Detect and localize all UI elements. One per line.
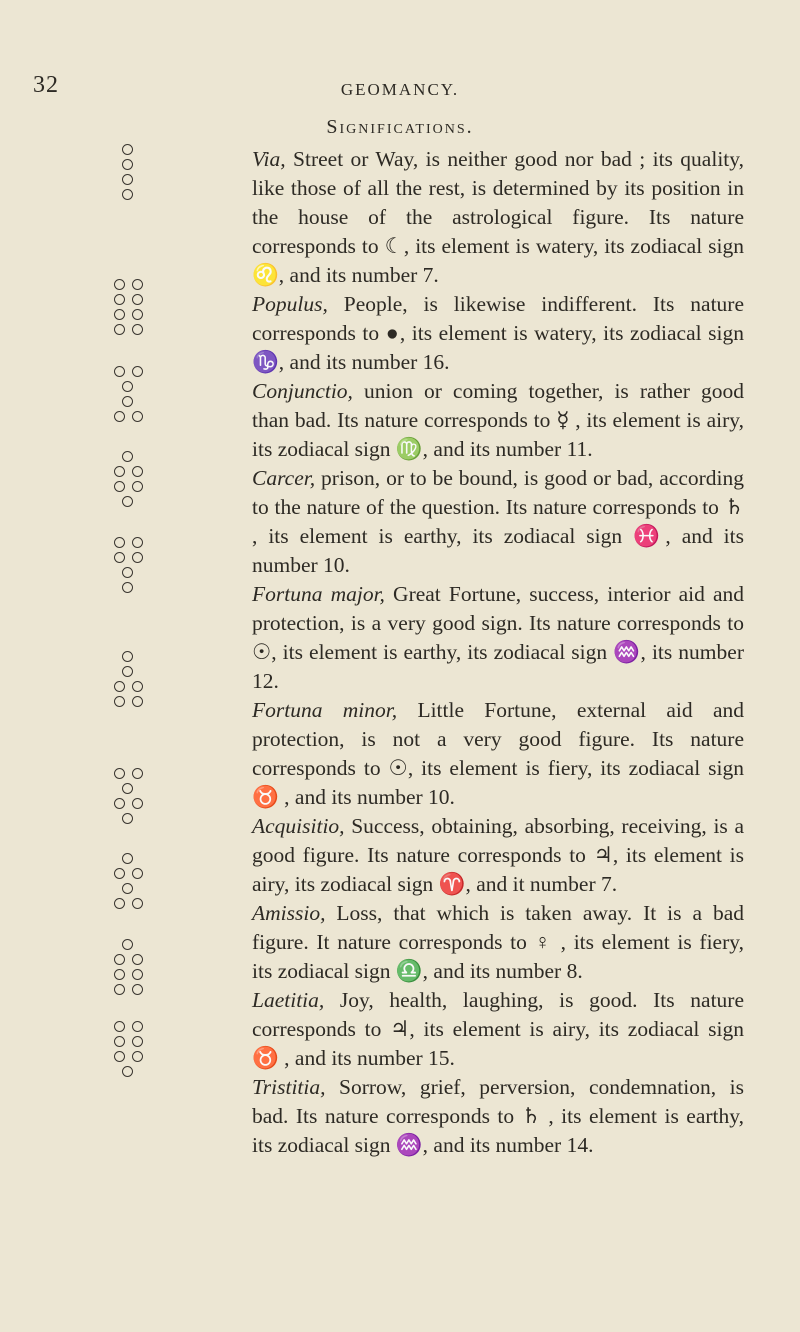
dot-mark — [114, 984, 125, 995]
dot-mark — [122, 1066, 133, 1077]
figure-name: Fortuna major, — [252, 582, 385, 606]
dot-mark — [122, 567, 133, 578]
dot-mark — [114, 309, 125, 320]
figure-row — [114, 650, 174, 664]
figure-description: Little Fortune, external aid and protection, is not a very good figure. Its nature corresponds to ☉, its element is fiery, its zodiacal sign ♉ , and its number 10. — [252, 698, 744, 809]
figure-row — [114, 695, 174, 709]
dot-mark — [114, 481, 125, 492]
dot-mark — [122, 666, 133, 677]
figure-name: Carcer, — [252, 466, 316, 490]
figure-row — [114, 323, 174, 337]
figure-row — [114, 1050, 174, 1064]
figure-row — [114, 536, 174, 550]
figure-row — [114, 680, 174, 694]
figure-name: Amissio, — [252, 901, 326, 925]
dot-mark — [122, 651, 133, 662]
figure-row — [114, 767, 174, 781]
figure-row — [114, 410, 174, 424]
dot-mark — [132, 696, 143, 707]
figure-row — [114, 173, 174, 187]
dot-mark — [114, 969, 125, 980]
figure-row — [114, 465, 174, 479]
dot-mark — [114, 552, 125, 563]
geomantic-figure-fortuna-minor — [114, 650, 174, 754]
signification-entry — [252, 580, 744, 696]
figure-description: Street or Way, is neither good nor bad ; its quality, like those of all the rest, is determined by its position in the house of the astrological figure. Its nature corresponds to ☾, its element is watery, its zodiacal sign ♌, and its number 7. — [252, 147, 744, 287]
figure-description: Sorrow, grief, perversion, condemnation, is bad. Its nature corresponds to ♄ , its element is earthy, its zodiacal sign ♒, and its number 14. — [252, 1075, 744, 1157]
figure-row — [114, 1020, 174, 1034]
figure-row — [114, 188, 174, 202]
dot-mark — [132, 898, 143, 909]
dot-mark — [114, 954, 125, 965]
dot-mark — [122, 159, 133, 170]
dot-mark — [114, 868, 125, 879]
figure-row — [114, 882, 174, 896]
figure-name: Via, — [252, 147, 286, 171]
dot-mark — [132, 309, 143, 320]
dot-mark — [122, 144, 133, 155]
geomantic-figure-fortuna-major — [114, 536, 174, 640]
dot-mark — [114, 294, 125, 305]
figure-row — [114, 278, 174, 292]
figure-description: Great Fortune, success, interior aid and protection, is a very good sign. Its nature corresponds to ☉, its element is earthy, its zodiacal sign ♒, its number 12. — [252, 582, 744, 693]
dot-mark — [132, 537, 143, 548]
figure-name: Acquisitio, — [252, 814, 345, 838]
figure-row — [114, 782, 174, 796]
signification-entry — [252, 696, 744, 812]
dot-mark — [114, 1036, 125, 1047]
figure-row — [114, 293, 174, 307]
dot-mark — [132, 1051, 143, 1062]
dot-mark — [114, 768, 125, 779]
running-head: GEOMANCY. — [340, 80, 460, 99]
dot-mark — [114, 279, 125, 290]
figure-row — [114, 380, 174, 394]
dot-mark — [132, 552, 143, 563]
dot-mark — [132, 279, 143, 290]
dot-mark — [114, 411, 125, 422]
figure-row — [114, 143, 174, 157]
signification-entry — [252, 812, 744, 899]
figure-description: Loss, that which is taken away. It is a bad figure. It nature corresponds to ♀ , its element is fiery, its zodiacal sign ♎, and its number 8. — [252, 901, 744, 983]
dot-mark — [114, 798, 125, 809]
figure-description: prison, or to be bound, is good or bad, according to the nature of the question. Its nature corresponds to ♄ , its element is earthy, its zodiacal sign ♓, and its number 10. — [252, 466, 744, 577]
figure-description: People, is likewise indifferent. Its nature corresponds to ●, its element is watery, its zodiacal sign ♑, and its number 16. — [252, 292, 744, 374]
figure-row — [114, 1035, 174, 1049]
figure-row — [114, 551, 174, 565]
geomantic-figures-column — [0, 0, 200, 1332]
figure-name: Laetitia, — [252, 988, 325, 1012]
dot-mark — [132, 681, 143, 692]
figure-row — [114, 566, 174, 580]
figure-name: Fortuna minor, — [252, 698, 398, 722]
dot-mark — [132, 969, 143, 980]
dot-mark — [132, 1036, 143, 1047]
dot-mark — [114, 1021, 125, 1032]
figure-row — [114, 581, 174, 595]
dot-mark — [132, 466, 143, 477]
figure-description: Joy, health, laughing, is good. Its nature corresponds to ♃, its element is airy, its zodiacal sign ♉ , and its number 15. — [252, 988, 744, 1070]
dot-mark — [114, 681, 125, 692]
figure-row — [114, 983, 174, 997]
dot-mark — [132, 1021, 143, 1032]
figure-name: Populus, — [252, 292, 328, 316]
dot-mark — [132, 954, 143, 965]
dot-mark — [114, 898, 125, 909]
dot-mark — [122, 189, 133, 200]
dot-mark — [132, 366, 143, 377]
dot-mark — [114, 1051, 125, 1062]
dot-mark — [114, 696, 125, 707]
dot-mark — [132, 798, 143, 809]
figure-row — [114, 953, 174, 967]
figure-name: Tristitia, — [252, 1075, 326, 1099]
figure-description: union or coming together, is rather good than bad. Its nature corresponds to ☿ , its element is airy, its zodiacal sign ♍, and its number 11. — [252, 379, 744, 461]
figure-row — [114, 665, 174, 679]
dot-mark — [122, 396, 133, 407]
dot-mark — [114, 324, 125, 335]
figure-row — [114, 480, 174, 494]
dot-mark — [122, 582, 133, 593]
dot-mark — [114, 537, 125, 548]
dot-mark — [122, 853, 133, 864]
dot-mark — [122, 174, 133, 185]
dot-mark — [122, 783, 133, 794]
figure-row — [114, 938, 174, 952]
figure-row — [114, 867, 174, 881]
signification-entry — [252, 145, 744, 290]
figure-row — [114, 852, 174, 866]
dot-mark — [122, 496, 133, 507]
dot-mark — [132, 294, 143, 305]
signification-entry — [252, 377, 744, 464]
figure-row — [114, 365, 174, 379]
geomantic-figure-via — [114, 143, 174, 247]
dot-mark — [122, 939, 133, 950]
geomantic-figure-tristitia — [114, 1020, 174, 1124]
figure-row — [114, 812, 174, 826]
figure-row — [114, 395, 174, 409]
dot-mark — [122, 451, 133, 462]
signification-entry — [252, 1073, 744, 1160]
dot-mark — [132, 324, 143, 335]
dot-mark — [114, 466, 125, 477]
figure-row — [114, 495, 174, 509]
dot-mark — [132, 768, 143, 779]
section-title: Significations. — [326, 116, 474, 138]
figure-row — [114, 797, 174, 811]
figure-row — [114, 1065, 174, 1079]
dot-mark — [122, 381, 133, 392]
signification-entry — [252, 290, 744, 377]
figure-row — [114, 897, 174, 911]
dot-mark — [114, 366, 125, 377]
figure-row — [114, 450, 174, 464]
dot-mark — [132, 411, 143, 422]
figure-row — [114, 158, 174, 172]
significations-list — [252, 145, 744, 1160]
dot-mark — [122, 813, 133, 824]
signification-entry — [252, 986, 744, 1073]
signification-entry — [252, 464, 744, 580]
figure-row — [114, 308, 174, 322]
dot-mark — [122, 883, 133, 894]
figure-description: Success, obtaining, absorbing, receiving, is a good figure. Its nature corresponds to ♃, its element is airy, its zodiacal sign ♈, and it number 7. — [252, 814, 744, 896]
dot-mark — [132, 481, 143, 492]
figure-row — [114, 968, 174, 982]
dot-mark — [132, 984, 143, 995]
dot-mark — [132, 868, 143, 879]
signification-entry — [252, 899, 744, 986]
figure-name: Conjunctio, — [252, 379, 353, 403]
page-number: 32 — [33, 72, 59, 98]
